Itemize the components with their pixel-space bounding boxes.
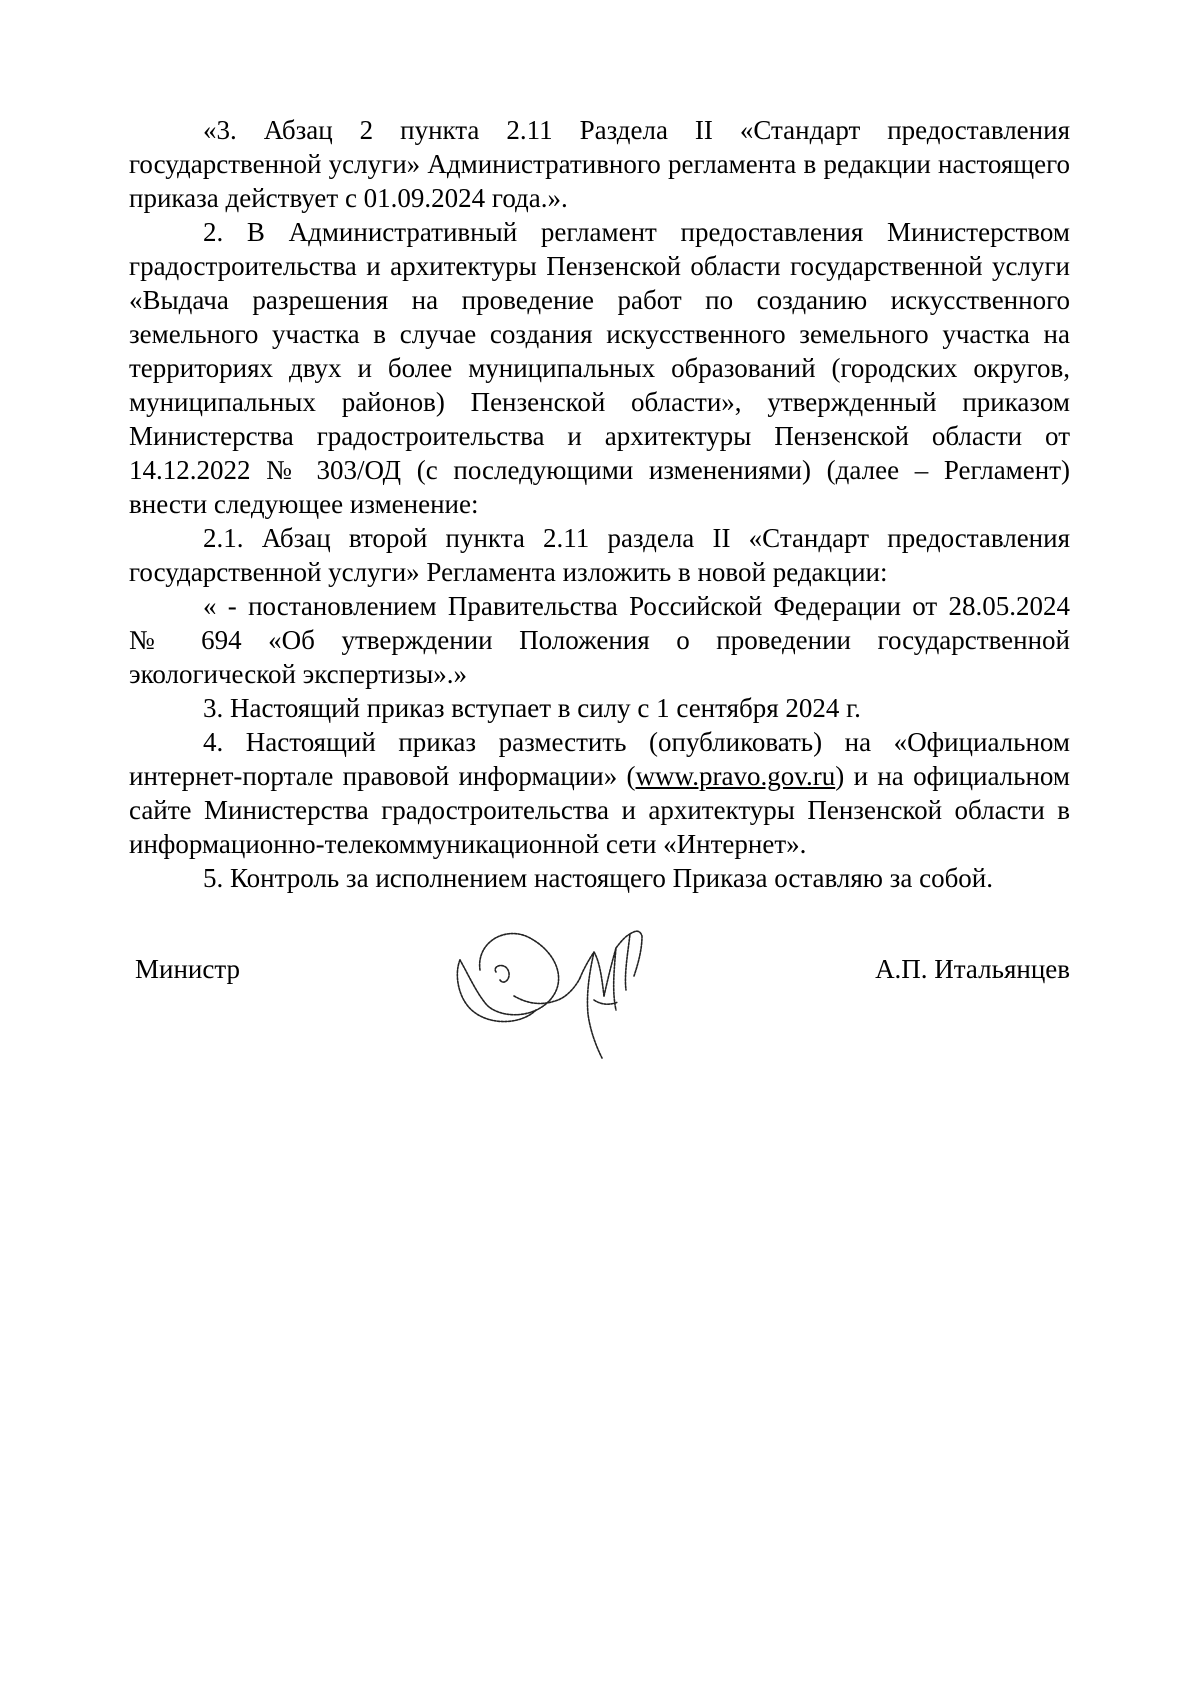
paragraph-2: 2. В Административный регламент предоставления Министерством градостроительства и архитектуры Пензенской области государственной услуги «Выдача разрешения на проведение работ по созданию искусственного земельного участка в случае создания искусственного земельного участка на территориях двух и более муниципальных образований (городских округов, муниципальных районов) Пензенской области», утвержденный приказом Министерства градостроительства и архитектуры Пензенской области от 14.12.2022 № 303/ОД (с последующими изменениями) (далее – Регламент) внести следующее изменение: <box>129 217 1070 519</box>
paragraph-4 <box>129 725 1070 861</box>
pravo-link[interactable]: www.pravo.gov.ru <box>635 761 836 791</box>
signature-block <box>129 900 1070 1030</box>
paragraph-4-text-before: 4. Настоящий приказ разместить (опубликовать) на «Официальном интернет-портале правовой информации» ( <box>129 727 1070 791</box>
signatory-name: А.П. Итальянцев <box>875 954 1070 984</box>
handwritten-signature <box>418 900 678 1080</box>
paragraph-1: «3. Абзац 2 пункта 2.11 Раздела II «Стандарт предоставления государственной услуги» Административного регламента в редакции настоящего приказа действует с 01.09.2024 года.». <box>129 115 1070 213</box>
paragraph-2-1: 2.1. Абзац второй пункта 2.11 раздела II «Стандарт предоставления государственной услуги» Регламента изложить в новой редакции: <box>129 523 1070 587</box>
paragraph-quote: « - постановлением Правительства Российской Федерации от 28.05.2024 № 694 «Об утверждении Положения о проведении государственной экологической экспертизы».» <box>129 591 1070 689</box>
paragraph-4-text-after: ) и на официальном сайте Министерства градостроительства и архитектуры Пензенской области в информационно-телекоммуникационной сети «Интернет». <box>129 761 1070 859</box>
paragraph-3: 3. Настоящий приказ вступает в силу с 1 сентября 2024 г. <box>203 693 861 723</box>
paragraph-5: 5. Контроль за исполнением настоящего Приказа оставляю за собой. <box>203 863 994 893</box>
signatory-title: Министр <box>135 954 240 984</box>
document-body <box>129 113 1070 895</box>
